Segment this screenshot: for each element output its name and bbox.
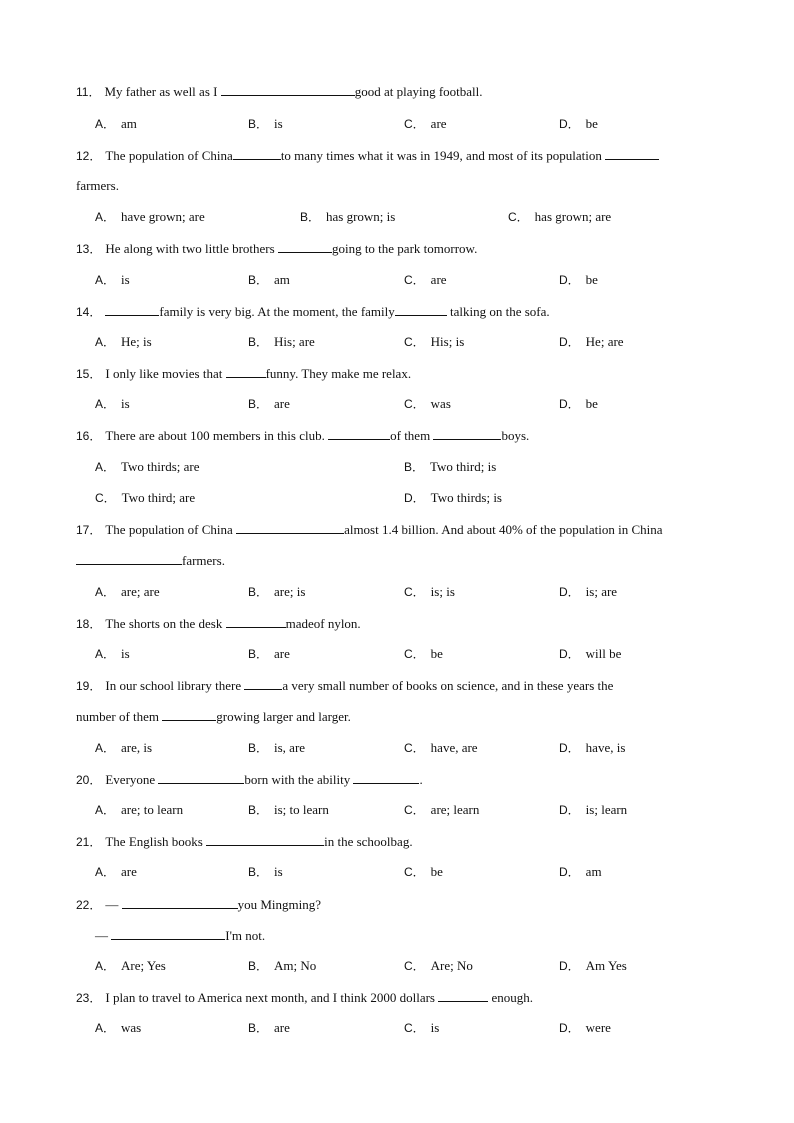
option-text: are, is: [121, 740, 153, 755]
option-text: have grown; are: [121, 209, 205, 224]
option-text: am: [585, 864, 602, 879]
option-a[interactable]: [95, 584, 160, 600]
option-letter: D．: [559, 273, 580, 287]
option-b[interactable]: [248, 740, 305, 756]
answer-blank: [226, 615, 286, 628]
option-b[interactable]: [248, 958, 316, 974]
option-text: is: [121, 272, 130, 287]
option-d[interactable]: [404, 490, 502, 506]
option-text: be: [430, 864, 443, 879]
option-letter: D．: [559, 397, 580, 411]
option-letter: A．: [95, 117, 116, 131]
question-number: 11．: [76, 85, 101, 99]
option-b[interactable]: [248, 802, 329, 818]
option-text: is: [274, 116, 283, 131]
option-letter: C．: [404, 647, 425, 661]
question-14: [76, 303, 550, 320]
option-letter: B．: [248, 865, 269, 879]
option-c[interactable]: [404, 958, 473, 974]
question-number: 17．: [76, 523, 102, 537]
question-text: of them: [390, 428, 434, 443]
question-number: 21．: [76, 835, 102, 849]
question-text: born with the ability: [244, 772, 354, 787]
answer-blank: [122, 896, 238, 909]
question-text: My father as well as I: [104, 84, 221, 99]
option-letter: D．: [559, 117, 580, 131]
question-18: [76, 615, 361, 632]
option-d[interactable]: [559, 802, 627, 818]
option-letter: A．: [95, 273, 116, 287]
option-a[interactable]: [95, 459, 200, 475]
option-c[interactable]: [95, 490, 195, 506]
option-text: are: [430, 272, 447, 287]
answer-blank: [162, 708, 216, 721]
question-number: 19．: [76, 679, 102, 693]
question-12-continued: [76, 178, 119, 194]
option-text: are: [274, 646, 290, 661]
option-text: are: [274, 1020, 290, 1035]
option-a[interactable]: [95, 334, 152, 350]
question-number: 12．: [76, 149, 102, 163]
question-text: —: [105, 897, 122, 912]
question-text: I only like movies that: [105, 366, 226, 381]
option-text: are; to learn: [121, 802, 184, 817]
question-23: [76, 989, 533, 1006]
option-a[interactable]: [95, 802, 183, 818]
question-text: Everyone: [105, 772, 159, 787]
question-number: 20．: [76, 773, 102, 787]
option-text: are; are: [121, 584, 160, 599]
option-letter: B．: [248, 1021, 269, 1035]
option-d[interactable]: [559, 584, 617, 600]
question-text: you Mingming?: [237, 897, 322, 912]
option-letter: B．: [248, 273, 269, 287]
question-21: [76, 833, 413, 850]
option-b[interactable]: [248, 272, 290, 288]
option-letter: B．: [248, 585, 269, 599]
answer-blank: [395, 303, 447, 316]
option-text: be: [430, 646, 443, 661]
answer-blank: [433, 427, 501, 440]
option-text: is, are: [274, 740, 306, 755]
answer-blank: [328, 427, 390, 440]
option-letter: D．: [559, 1021, 580, 1035]
option-d[interactable]: [559, 1020, 611, 1036]
question-12: [76, 147, 659, 164]
question-text: The population of China: [105, 148, 233, 163]
question-22-response: [95, 927, 265, 944]
option-c[interactable]: [404, 802, 479, 818]
question-text: talking on the sofa.: [446, 304, 550, 319]
option-a[interactable]: [95, 396, 130, 412]
option-letter: C．: [404, 959, 425, 973]
option-text: has grown; are: [534, 209, 612, 224]
question-text: madeof nylon.: [285, 616, 361, 631]
option-letter: A．: [95, 210, 116, 224]
question-text: good at playing football.: [354, 84, 483, 99]
option-letter: C．: [508, 210, 529, 224]
option-text: He; are: [585, 334, 624, 349]
question-number: 18．: [76, 617, 102, 631]
option-text: is; is: [430, 584, 455, 599]
question-text: number of them: [76, 709, 163, 724]
option-letter: C．: [404, 273, 425, 287]
option-text: Am Yes: [585, 958, 627, 973]
option-c[interactable]: [404, 646, 443, 662]
option-text: His; are: [274, 334, 315, 349]
option-a[interactable]: [95, 209, 205, 225]
question-17-continued: [76, 552, 225, 569]
option-letter: B．: [248, 741, 269, 755]
option-letter: B．: [248, 959, 269, 973]
question-22: [76, 896, 321, 913]
option-c[interactable]: [404, 740, 478, 756]
option-letter: D．: [559, 647, 580, 661]
question-text: boys.: [501, 428, 530, 443]
option-text: be: [585, 272, 598, 287]
question-13: [76, 240, 477, 257]
option-letter: C．: [404, 741, 425, 755]
answer-blank: [236, 521, 344, 534]
option-b[interactable]: [248, 334, 315, 350]
option-c[interactable]: [404, 334, 464, 350]
option-text: was: [430, 396, 451, 411]
option-letter: D．: [559, 335, 580, 349]
option-c[interactable]: [404, 584, 455, 600]
option-letter: D．: [559, 803, 580, 817]
option-text: was: [121, 1020, 142, 1035]
option-b[interactable]: [404, 459, 496, 475]
question-number: 22．: [76, 898, 102, 912]
option-text: is: [121, 396, 130, 411]
option-letter: A．: [95, 397, 116, 411]
option-d[interactable]: [559, 740, 625, 756]
answer-blank: [278, 240, 332, 253]
question-text: almost 1.4 billion. And about 40% of the population in China: [344, 522, 663, 537]
option-text: His; is: [430, 334, 465, 349]
option-text: be: [585, 396, 598, 411]
option-c[interactable]: [404, 116, 447, 132]
option-letter: D．: [559, 959, 580, 973]
question-text: .: [419, 772, 423, 787]
option-letter: C．: [95, 491, 116, 505]
option-b[interactable]: [248, 1020, 290, 1036]
option-text: Are; Yes: [121, 958, 166, 973]
option-letter: C．: [404, 585, 425, 599]
option-letter: A．: [95, 335, 116, 349]
option-b[interactable]: [248, 396, 290, 412]
answer-blank: [206, 833, 324, 846]
option-letter: A．: [95, 647, 116, 661]
question-text: a very small number of books on science, and in these years the: [282, 678, 614, 693]
option-letter: B．: [248, 647, 269, 661]
option-letter: D．: [404, 491, 425, 505]
option-letter: A．: [95, 585, 116, 599]
option-letter: A．: [95, 959, 116, 973]
question-15: [76, 365, 411, 382]
option-letter: B．: [404, 460, 425, 474]
option-letter: D．: [559, 865, 580, 879]
answer-blank: [105, 303, 159, 316]
option-text: will be: [585, 646, 622, 661]
question-number: 16．: [76, 429, 102, 443]
question-text: funny. They make me relax.: [265, 366, 412, 381]
option-letter: D．: [559, 741, 580, 755]
question-text: farmers.: [182, 553, 225, 568]
option-text: Two third; is: [430, 459, 497, 474]
option-text: are; is: [274, 584, 306, 599]
question-17: [76, 521, 663, 538]
option-d[interactable]: [559, 272, 598, 288]
option-letter: C．: [404, 117, 425, 131]
option-text: are: [430, 116, 447, 131]
option-letter: C．: [404, 335, 425, 349]
option-c[interactable]: [404, 1020, 439, 1036]
question-text: In our school library there: [105, 678, 245, 693]
question-text: I'm not.: [225, 928, 266, 943]
answer-blank: [76, 552, 182, 565]
option-a[interactable]: [95, 864, 137, 880]
option-letter: B．: [248, 117, 269, 131]
option-c[interactable]: [404, 396, 451, 412]
option-text: were: [585, 1020, 611, 1035]
option-letter: C．: [404, 397, 425, 411]
option-text: is; learn: [585, 802, 628, 817]
option-text: Two thirds; is: [430, 490, 502, 505]
option-letter: B．: [248, 803, 269, 817]
question-text: He along with two little brothers: [105, 241, 278, 256]
option-d[interactable]: [559, 334, 624, 350]
option-c[interactable]: [404, 272, 447, 288]
question-11: [76, 83, 483, 100]
question-text: growing larger and larger.: [216, 709, 351, 724]
option-text: Two third; are: [121, 490, 196, 505]
option-text: Am; No: [274, 958, 317, 973]
question-text: family is very big. At the moment, the family: [159, 304, 395, 319]
answer-blank: [233, 147, 281, 160]
option-c[interactable]: [404, 864, 443, 880]
question-text: enough.: [488, 990, 534, 1005]
option-letter: A．: [95, 741, 116, 755]
option-a[interactable]: [95, 958, 166, 974]
option-text: is; are: [585, 584, 618, 599]
question-text: The English books: [105, 834, 207, 849]
option-b[interactable]: [248, 116, 283, 132]
question-number: 23．: [76, 991, 102, 1005]
option-b[interactable]: [300, 209, 395, 225]
question-number: 15．: [76, 367, 102, 381]
option-a[interactable]: [95, 1020, 141, 1036]
option-d[interactable]: [559, 116, 598, 132]
option-b[interactable]: [248, 864, 283, 880]
option-d[interactable]: [559, 958, 627, 974]
option-text: He; is: [121, 334, 152, 349]
answer-blank: [221, 83, 355, 96]
question-text: —: [95, 928, 112, 943]
option-letter: C．: [404, 865, 425, 879]
answer-blank: [111, 927, 225, 940]
question-text: in the schoolbag.: [324, 834, 413, 849]
option-c[interactable]: [508, 209, 611, 225]
question-text: going to the park tomorrow.: [331, 241, 478, 256]
option-text: are: [274, 396, 290, 411]
option-letter: C．: [404, 1021, 425, 1035]
option-text: Two thirds; are: [121, 459, 200, 474]
option-text: Are; No: [430, 958, 473, 973]
option-text: is; to learn: [274, 802, 329, 817]
question-19: [76, 677, 613, 694]
option-text: is: [274, 864, 283, 879]
option-text: is: [121, 646, 130, 661]
question-16: [76, 427, 529, 444]
answer-blank: [438, 989, 488, 1002]
question-20: [76, 771, 423, 788]
answer-blank: [353, 771, 419, 784]
option-d[interactable]: [559, 646, 621, 662]
option-text: am: [274, 272, 290, 287]
option-d[interactable]: [559, 396, 598, 412]
option-a[interactable]: [95, 646, 130, 662]
option-letter: A．: [95, 1021, 116, 1035]
answer-blank: [226, 365, 266, 378]
option-letter: B．: [300, 210, 321, 224]
option-a[interactable]: [95, 116, 137, 132]
question-text: The population of China: [105, 522, 237, 537]
answer-blank: [605, 147, 659, 160]
option-letter: A．: [95, 803, 116, 817]
option-text: have, is: [585, 740, 626, 755]
question-text: I plan to travel to America next month, and I think 2000 dollars: [105, 990, 439, 1005]
question-text: There are about 100 members in this club.: [105, 428, 329, 443]
question-text: farmers.: [76, 178, 119, 193]
answer-blank: [158, 771, 244, 784]
option-text: has grown; is: [326, 209, 396, 224]
option-letter: A．: [95, 865, 116, 879]
option-a[interactable]: [95, 272, 130, 288]
option-a[interactable]: [95, 740, 152, 756]
option-d[interactable]: [559, 864, 602, 880]
option-b[interactable]: [248, 584, 305, 600]
question-text: to many times what it was in 1949, and most of its population: [280, 148, 606, 163]
option-letter: B．: [248, 397, 269, 411]
option-b[interactable]: [248, 646, 290, 662]
question-19-continued: [76, 708, 351, 725]
option-letter: C．: [404, 803, 425, 817]
option-letter: B．: [248, 335, 269, 349]
option-letter: A．: [95, 460, 116, 474]
question-number: 13．: [76, 242, 102, 256]
option-text: have, are: [430, 740, 478, 755]
option-text: is: [430, 1020, 440, 1035]
option-letter: D．: [559, 585, 580, 599]
option-text: am: [121, 116, 137, 131]
option-text: are; learn: [430, 802, 480, 817]
question-text: The shorts on the desk: [105, 616, 226, 631]
answer-blank: [244, 677, 282, 690]
option-text: be: [585, 116, 598, 131]
option-text: are: [121, 864, 137, 879]
question-number: 14．: [76, 305, 102, 319]
